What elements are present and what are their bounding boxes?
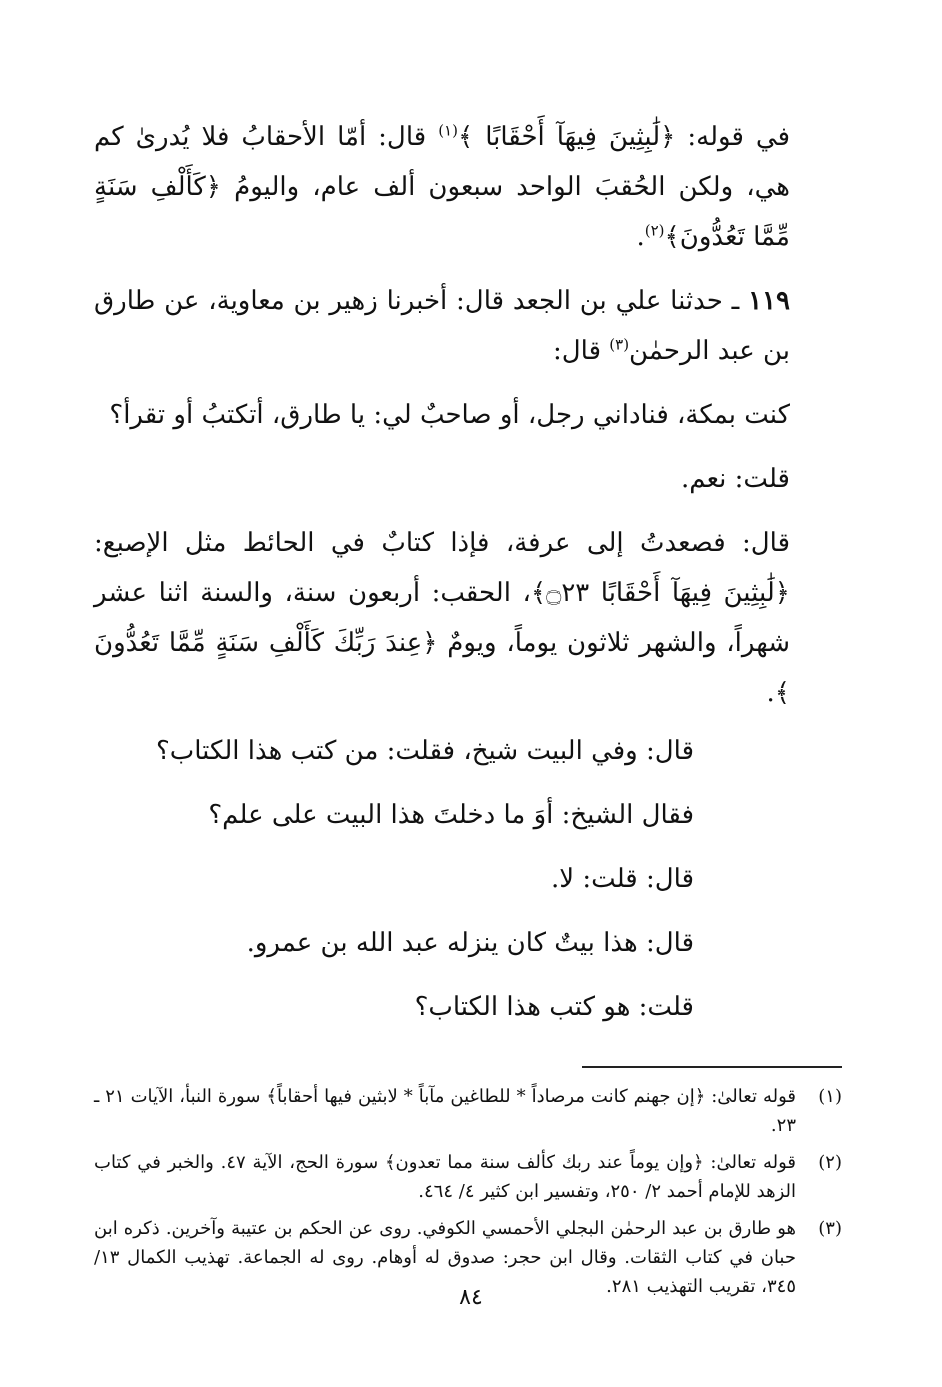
page-number: ٨٤ [459,1285,483,1310]
footnote-number: (١) [818,1086,842,1107]
text: ـ حدثنا علي بن الجعد قال: أخبرنا زهير بن معاوية، عن طارق بن عبد الرحمٰن [94,286,790,366]
footnote-text: قوله تعالىٰ: ﴿وإن يوماً عند ربك كألف سنة مما تعدون﴾ سورة الحج، الآية ٤٧. والخبر في كتاب الزهد للإمام أحمد ٢/ ٢٥٠، وتفسير ابن كثير ٤/ ٤٦٤. [94,1152,796,1202]
paragraph-1 [94,112,842,262]
footnote-text: قوله تعالىٰ: ﴿إن جهنم كانت مرصاداً * للطاغين مآباً * لابثين فيها أحقاباً﴾ سورة النبأ، الآيات ٢١ ـ ٢٣. [94,1086,796,1136]
footnote-ref[interactable]: (٣) [609,335,630,354]
paragraph-3: كنت بمكة، فناداني رجل، أو صاحبٌ لي: يا طارق، أتكتبُ أو تقرأ؟ [109,400,790,430]
footnote [94,1148,842,1206]
footnotes [94,1082,842,1301]
dialog-line: قال: وفي البيت شيخ، فقلت: من كتب هذا الكتاب؟ [155,736,694,766]
footnote-number: (٣) [818,1218,842,1239]
dialog-line: قال: قلت: لا. [551,864,694,894]
footnote-text: هو طارق بن عبد الرحمٰن البجلي الأحمسي الكوفي. روى عن الحكم بن عتيبة وآخرين. ذكره ابن حبان في كتاب الثقات. وقال ابن حجر: صدوق له أوهام. روى له الجماعة. تهذيب الكمال ١٣/ ٣٤٥، تقريب التهذيب ٢٨١. [94,1218,796,1297]
footnote-ref[interactable]: (٢) [644,221,665,240]
paragraph-4: قلت: نعم. [681,464,790,494]
footnote-number: (٢) [818,1152,842,1173]
paragraph-5: قال: فصعدتُ إلى عرفة، فإذا كتابٌ في الحائط مثل الإصبع: ﴿لَٰبِثِينَ فِيهَآ أَحْقَابًا ۝٢٣﴾، الحقب: أربعون سنة، والسنة اثنا عشر شهراً، والشهر ثلاثون يوماً، ويومٌ ﴿عِندَ رَبِّكَ كَأَلْفِ سَنَةٍ مِّمَّا تَعُدُّونَ ﴾. [94,528,790,708]
text: في قوله: ﴿لَٰبِثِينَ فِيهَآ أَحْقَابًا ﴾ [457,122,790,152]
footnote-divider [582,1066,842,1068]
dialog-block [94,732,842,1026]
hadith-number: ١١٩ [748,286,790,316]
text: قال: أمّا الأحقابُ فلا يُدرىٰ كم هي، ولكن الحُقبَ الواحد سبعون ألف عام، واليومُ ﴿كَأَلْفِ سَنَةٍ مِّمَّا تَعُدُّونَ﴾ [94,122,790,252]
text: . [636,222,645,252]
dialog-line: قال: هذا بيتٌ كان ينزله عبد الله بن عمرو. [246,928,694,958]
footnote [94,1082,842,1140]
dialog-line: فقال الشيخ: أوَ ما دخلتَ هذا البيت على علم؟ [208,800,694,830]
dialog-line: قلت: هو كتب هذا الكتاب؟ [414,992,694,1022]
text: قال: [553,336,610,366]
paragraph-119 [94,276,842,376]
footnote-ref[interactable]: (١) [438,121,458,140]
